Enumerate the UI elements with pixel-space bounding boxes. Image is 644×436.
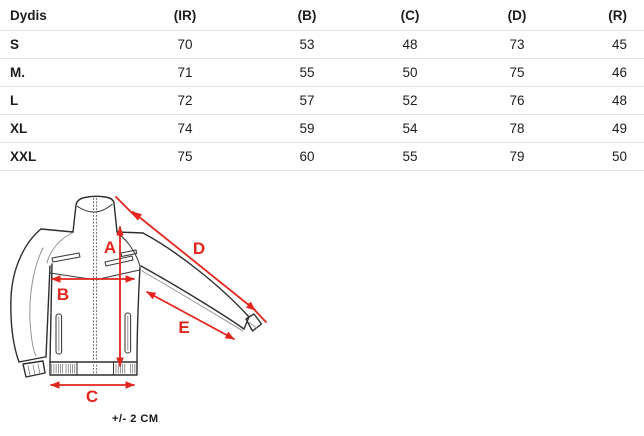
size-value: 59 <box>250 115 364 143</box>
size-value: 55 <box>250 59 364 87</box>
col-header-d: (D) <box>456 0 578 31</box>
size-value: 55 <box>364 143 456 171</box>
size-label: S <box>0 31 120 59</box>
size-value: 70 <box>120 31 250 59</box>
size-value: 72 <box>120 87 250 115</box>
table-row <box>0 87 644 115</box>
col-header-size: Dydis <box>0 0 120 31</box>
size-value: 73 <box>456 31 578 59</box>
col-header-ir: (IR) <box>120 0 250 31</box>
size-value: 75 <box>120 143 250 171</box>
size-value: 78 <box>456 115 578 143</box>
col-header-c: (C) <box>364 0 456 31</box>
size-label: XL <box>0 115 120 143</box>
header-row <box>0 0 644 31</box>
hem-ribbing <box>50 364 135 374</box>
table-row <box>0 143 644 171</box>
size-value: 57 <box>250 87 364 115</box>
size-value: 48 <box>578 87 644 115</box>
measure-label-b: B <box>56 285 70 304</box>
size-value: 71 <box>120 59 250 87</box>
size-value: 49 <box>578 115 644 143</box>
measure-tick-d-start <box>116 197 138 219</box>
size-value: 79 <box>456 143 578 171</box>
measure-label-a: A <box>103 238 117 257</box>
table-row <box>0 59 644 87</box>
size-value: 48 <box>364 31 456 59</box>
size-value: 54 <box>364 115 456 143</box>
table-row <box>0 31 644 59</box>
size-value: 74 <box>120 115 250 143</box>
size-value: 76 <box>456 87 578 115</box>
size-table <box>0 0 644 171</box>
size-label: M. <box>0 59 120 87</box>
measurement-arrows <box>51 197 266 385</box>
zipper <box>94 198 97 374</box>
jacket-outline <box>11 196 262 377</box>
size-value: 45 <box>578 31 644 59</box>
col-header-b: (B) <box>250 0 364 31</box>
size-value: 46 <box>578 59 644 87</box>
size-label: L <box>0 87 120 115</box>
size-label: XXL <box>0 143 120 171</box>
size-value: 53 <box>250 31 364 59</box>
table-row <box>0 115 644 143</box>
size-value: 75 <box>456 59 578 87</box>
size-value: 50 <box>578 143 644 171</box>
measure-label-e: E <box>178 318 190 337</box>
size-value: 52 <box>364 87 456 115</box>
measure-label-c: C <box>85 387 99 406</box>
size-value: 60 <box>250 143 364 171</box>
measure-label-d: D <box>192 239 206 258</box>
size-value: 50 <box>364 59 456 87</box>
tolerance-note: +/- 2 CM <box>112 413 159 425</box>
jacket-measurement-diagram <box>0 170 322 436</box>
col-header-r: (R) <box>578 0 644 31</box>
